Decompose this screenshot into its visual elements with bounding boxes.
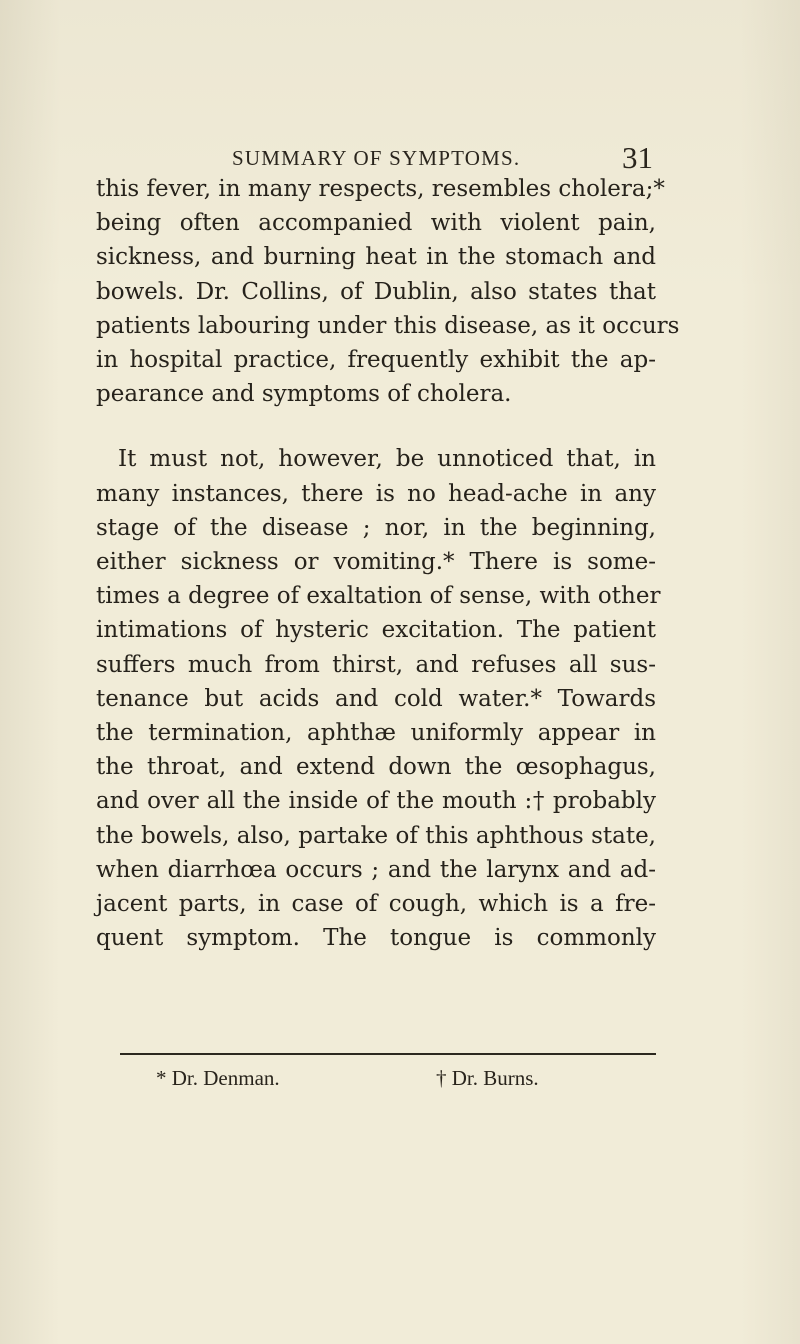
text-line: pearance and symptoms of cholera.	[96, 381, 512, 408]
text-line: and over all the inside of the mouth :† probably	[96, 788, 656, 815]
text-line: sickness, and burning heat in the stomach and	[96, 244, 656, 271]
footnote-denman: * Dr. Denman.	[156, 1066, 280, 1090]
text-line: tenance but acids and cold water.* Towards	[96, 685, 656, 712]
text-line: this fever, in many respects, resembles cholera;*	[96, 176, 665, 202]
text-line: in hospital practice, frequently exhibit the ap-	[96, 347, 656, 374]
text-line: jacent parts, in case of cough, which is a fre-	[96, 891, 656, 918]
running-head: SUMMARY OF SYMPTOMS.	[232, 146, 521, 170]
page-number: 31	[622, 140, 653, 175]
text-line: when diarrhœa occurs ; and the larynx and ad-	[96, 856, 656, 883]
text-line: intimations of hysteric excitation. The patient	[96, 617, 656, 644]
text-line: stage of the disease ; nor, in the beginning,	[96, 514, 656, 541]
text-line: It must not, however, be unnoticed that, in	[118, 446, 656, 473]
text-line: the bowels, also, partake of this aphthous state,	[96, 822, 656, 849]
footnotes	[156, 1060, 636, 1096]
text-line: quent symptom. The tongue is commonly	[96, 925, 656, 952]
text-line: times a degree of exaltation of sense, with other	[96, 583, 661, 610]
paragraph-1	[96, 172, 680, 411]
text-line: the throat, and extend down the œsophagus,	[96, 754, 656, 781]
text-line: many instances, there is no head-ache in any	[96, 480, 656, 507]
text-line: bowels. Dr. Collins, of Dublin, also states that	[96, 278, 656, 305]
paragraph-gap	[96, 411, 656, 442]
paragraph-2	[96, 442, 661, 955]
text-line: patients labouring under this disease, as it occurs	[96, 312, 680, 339]
text-line: suffers much from thirst, and refuses all sus-	[96, 651, 656, 678]
text-line: the termination, aphthæ uniformly appear in	[96, 720, 656, 747]
body-text	[96, 172, 680, 955]
footnote-burns: † Dr. Burns.	[436, 1066, 539, 1090]
footnote-rule	[120, 1053, 656, 1055]
text-line: being often accompanied with violent pain,	[96, 210, 656, 237]
text-line: either sickness or vomiting.* There is some-	[96, 549, 656, 576]
